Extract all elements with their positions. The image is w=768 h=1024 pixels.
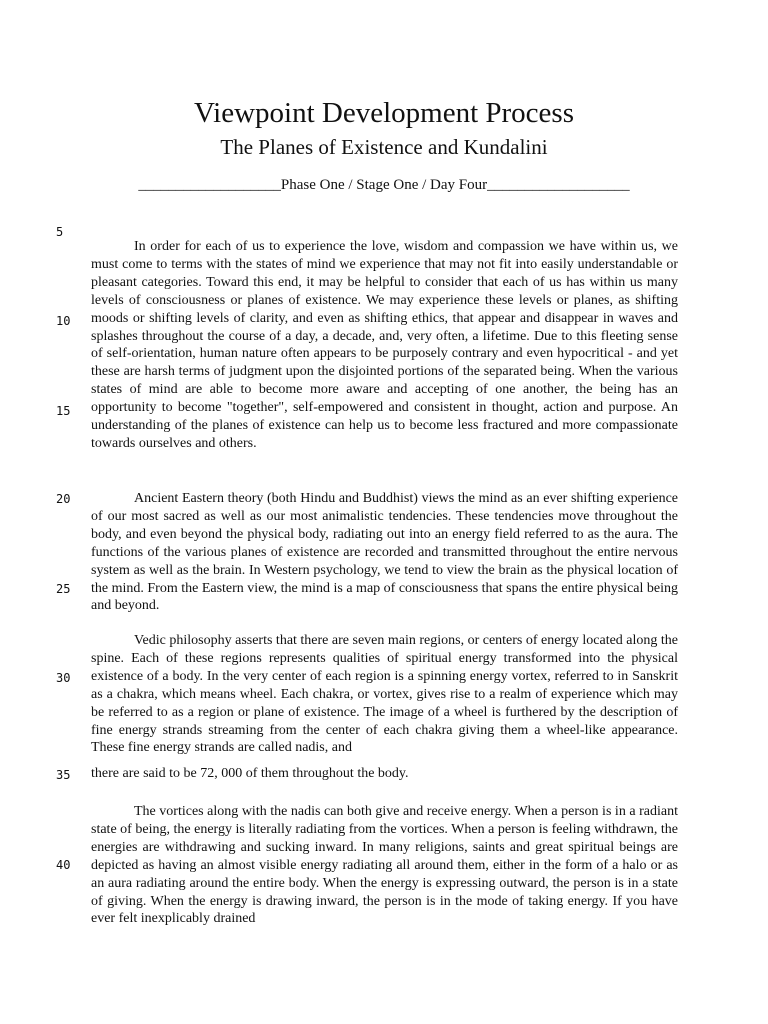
line-number: 20 (56, 492, 71, 506)
paragraph-eastern-theory: Ancient Eastern theory (both Hindu and Buddhist) views the mind as an ever shifting experience of our most sacred as well as our most animalistic tendencies. These tendencies move throughout the body, and even beyond the physical body, radiating out into an energy field referred to as the aura. The functions of the various planes of existence are recorded and transmitted throughout the entire nervous system as well as the brain. In Western psychology, we tend to view the brain as the physical location of the mind. From the Eastern view, the mind is a map of consciousness that spans the entire physical being and beyond. (91, 491, 678, 614)
page-subtitle: The Planes of Existence and Kundalini (220, 135, 548, 159)
page-title: Viewpoint Development Process (193, 97, 575, 129)
paragraph-vedic-philosophy: Vedic philosophy asserts that there are seven main regions, or centers of energy located along the spine. Each of these regions represents qualities of spiritual energy transformed into the physical existence of a body. In the very center of each region is a spinning energy vortex, referred to in Sanskrit as a chakra, which means wheel. Each chakra, or vortex, gives rise to a realm of experience which may be referred to as a region or plane of existence. The image of a wheel is furthered by the description of fine energy strands streaming from the center of each chakra giving them a wheel-like appearance. These fine energy strands are called nadis, and (91, 633, 679, 756)
paragraph-vortices-energy: The vortices along with the nadis can both give and receive energy. When a person is in a radiant state of being, the energy is literally radiating from the vortices. When a person is feeling withdrawn, the energies are withdrawing and sucking inward. In many religions, saints and great spiritual beings are depicted as having an almost visible energy radiating all around them, either in the form of a halo or as an aura radiating around the entire body. When the energy is expressing outward, the person is in a state of giving. When the energy is drawing inward, the person is in the mode of taking energy. If you have ever felt inexplicably drained (91, 804, 678, 927)
line-number: 5 (56, 225, 64, 239)
line-number: 25 (56, 582, 71, 596)
line-number: 35 (56, 768, 71, 782)
paragraph-planes-intro: In order for each of us to experience the love, wisdom and compassion we have within us, we must come to terms with the states of mind we experience that may not fit into easily understandable or pleasant categories. Toward this end, it may be helpful to consider that each of us has within us many levels of consciousness or planes of existence. We may experience these levels or planes, as shifting moods or shifting levels of clarity, and even as shifting ethics, that appear and disappear in waves and splashes throughout the course of a day, a decade, and, very often, a lifetime. Due to this fleeting sense of self-orientation, human nature often appears to be purposely contrary and even hypocritical - and yet these are harsh terms of judgment upon the disjointed portions of the separated being. When the various states of mind are able to become more aware and accepting of one another, the being has an opportunity to become "together", self-empowered and consistent in thought, action and purpose. An understanding of the planes of existence can help us to become less fractured and more compassionate towards ourselves and others. (91, 239, 678, 451)
line-number: 30 (56, 671, 71, 685)
paragraph-nadis-count: there are said to be 72, 000 of them throughout the body. (91, 766, 409, 781)
line-number: 10 (56, 314, 71, 328)
phase-stage-day-line: ___________________Phase One / Stage One / Day Four___________________ (138, 177, 630, 193)
line-number: 40 (56, 858, 71, 872)
line-number: 15 (56, 404, 71, 418)
